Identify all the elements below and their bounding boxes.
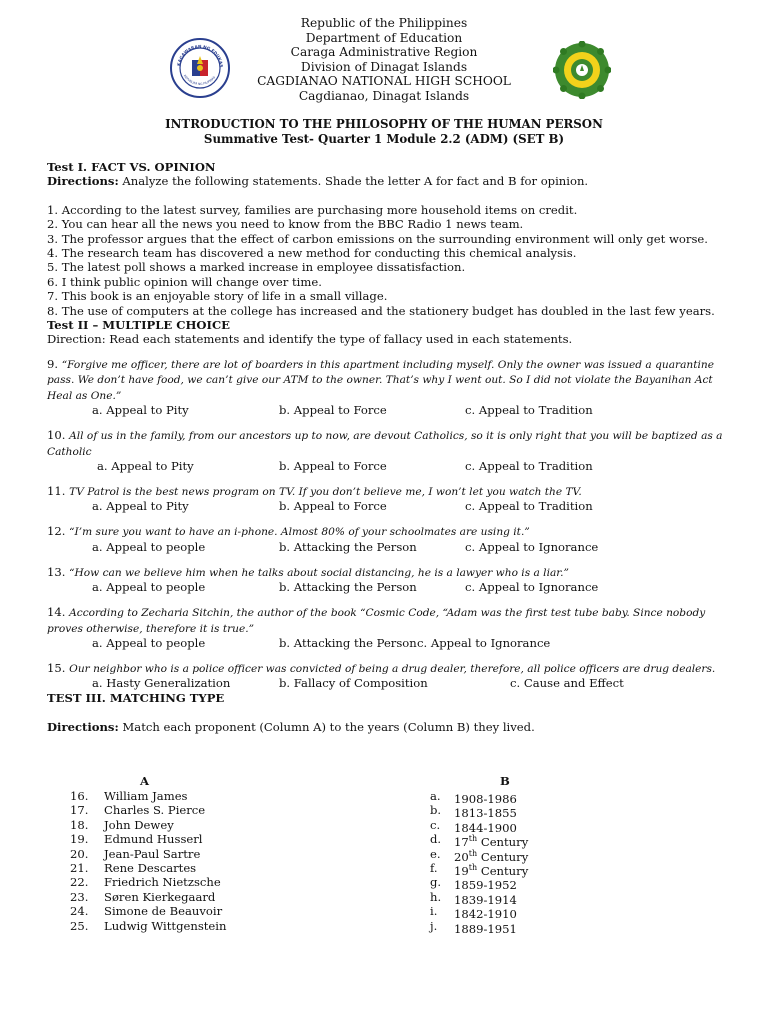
header-line: Caraga Administrative Region (290, 45, 478, 59)
header-line: Division of Dinagat Islands (300, 59, 468, 74)
matching-table (0, 789, 768, 936)
matching-row (0, 832, 768, 850)
option-b: b. Attacking the Person (279, 635, 417, 650)
answer-letter: e. (430, 846, 441, 861)
directions-text: Match each proponent (Column A) to the years (Column B) they lived. (118, 719, 535, 734)
proponent-name: Friedrich Nietzsche (104, 875, 221, 890)
test2-heading: Test II – MULTIPLE CHOICE (47, 318, 231, 333)
proponent-number: 17. (70, 803, 89, 818)
test1-item: 5. The latest poll shows a marked increase in employee dissatisfaction. (47, 260, 466, 275)
answer-value-main: 1813-1855 (454, 806, 517, 821)
question-10 (47, 428, 727, 459)
question-text: “I’m sure you want to have an i-phone. Almost 80% of your schoolmates are using it.” (69, 526, 530, 539)
matching-row (0, 875, 768, 893)
proponent-number: 18. (70, 817, 89, 832)
header-line: Republic of the Philippines (300, 16, 468, 30)
test1-item: 1. According to the latest survey, families are purchasing more household items on credit. (47, 202, 578, 217)
document-title: INTRODUCTION TO THE PHILOSOPHY OF THE HUMAN PERSON (165, 117, 603, 131)
answer-value-main: 1842-1910 (454, 906, 517, 921)
test3-heading: TEST III. MATCHING TYPE (47, 691, 225, 706)
question-text: “Forgive me officer, there are lot of boarders in this apartment including myself. Only the owner was issued a quarantine pass. We don’t have food, we can’t give our ATM to the owner. That’s why I went out. So I did not violate the Bayanihan Act Heal as One.” (47, 358, 714, 402)
option-c: c. Appeal to Tradition (465, 458, 593, 473)
header-line: Department of Education (305, 30, 463, 45)
option-c: c. Appeal to Tradition (465, 499, 593, 514)
question-12 (47, 524, 727, 539)
question-number: 14. (47, 605, 66, 620)
svg-text:KAGAWARAN NG EDUKASYON: KAGAWARAN NG EDUKAS (176, 43, 225, 68)
proponent-name: Jean-Paul Sartre (104, 846, 201, 861)
answer-letter: a. (430, 789, 441, 803)
option-c: c. Cause and Effect (510, 676, 624, 691)
proponent-number: 20. (70, 846, 89, 861)
question-number: 11. (47, 483, 66, 498)
question-number: 9. (47, 356, 59, 371)
proponent-number: 23. (70, 889, 89, 904)
question-13 (47, 565, 727, 580)
test-content (47, 160, 727, 734)
option-a: a. Appeal to Pity (92, 403, 189, 418)
matching-row (0, 904, 768, 921)
proponent-name: Charles S. Pierce (104, 803, 206, 818)
option-a: a. Appeal to people (92, 539, 206, 554)
question-options (47, 636, 727, 651)
answer-value-main: 1839-1914 (454, 892, 517, 907)
document-subtitle: Summative Test- Quarter 1 Module 2.2 (ADM) (SET B) (203, 132, 565, 146)
matching-row (0, 860, 768, 878)
question-options (47, 540, 727, 555)
column-a-heading: A (140, 774, 149, 788)
option-b: b. Fallacy of Composition (279, 676, 428, 691)
answer-letter: c. (430, 817, 441, 832)
answer-letter: i. (430, 904, 438, 919)
option-b: b. Appeal to Force (279, 458, 387, 473)
proponent-number: 21. (70, 860, 89, 875)
answer-value-unit: Century (477, 863, 529, 878)
question-text: All of us in the family, from our ancestors up to now, are devout Catholics, so it is only right that you will be baptized as a Catholic (47, 430, 723, 458)
answer-value-suffix: th (468, 834, 478, 844)
test1-item: 7. This book is an enjoyable story of life in a small village. (47, 289, 388, 304)
question-11 (47, 484, 727, 499)
test1-directions (47, 174, 727, 188)
answer-letter: f. (430, 860, 438, 875)
test2-directions: Direction: Read each statements and identify the type of fallacy used in each statements. (47, 332, 573, 347)
question-number: 15. (47, 660, 66, 675)
option-b: b. Appeal to Force (279, 499, 387, 514)
question-options (47, 676, 727, 691)
proponent-number: 24. (70, 904, 89, 919)
answer-value-unit: Century (477, 835, 529, 850)
answer-letter: g. (430, 875, 442, 890)
proponent-name: Ludwig Wittgenstein (104, 918, 227, 933)
question-9 (47, 357, 727, 403)
question-number: 12. (47, 524, 66, 539)
directions-text: Analyze the following statements. Shade the letter A for fact and B for opinion. (118, 174, 589, 189)
option-c: c. Appeal to Ignorance (465, 580, 599, 595)
proponent-name: William James (104, 789, 188, 803)
header-line: CAGDIANAO NATIONAL HIGH SCHOOL (257, 74, 511, 88)
matching-row (0, 817, 768, 835)
option-c: c. Appeal to Tradition (465, 403, 593, 418)
question-options (47, 580, 727, 595)
proponent-name: Søren Kierkegaard (104, 889, 216, 904)
option-b: b. Appeal to Force (279, 403, 387, 418)
matching-row (0, 789, 768, 806)
question-options (47, 499, 727, 514)
question-text: According to Zecharia Sitchin, the author of the book “Cosmic Code, “Adam was the first test tube baby. Since nobody proves otherwise, therefore it is true.” (47, 607, 706, 635)
proponent-number: 25. (70, 918, 89, 933)
answer-value-main: 17 (454, 835, 469, 850)
option-a: a. Appeal to people (92, 635, 206, 650)
directions-label: Directions: (47, 174, 119, 189)
question-text: Our neighbor who is a police officer was convicted of being a drug dealer, therefore, all police officers are drug dealers. (69, 662, 716, 675)
option-c: c. Appeal to Ignorance (417, 635, 551, 650)
answer-value-main: 1889-1951 (454, 921, 517, 936)
proponent-name: Edmund Husserl (104, 832, 203, 847)
option-a: a. Appeal to people (92, 580, 206, 595)
test1-item: 3. The professor argues that the effect of carbon emissions on the surrounding environment will only get worse. (47, 231, 708, 246)
option-b: b. Attacking the Person (279, 580, 417, 595)
test1-item: 2. You can hear all the news you need to know from the BBC Radio 1 news team. (47, 217, 524, 232)
test1-item: 8. The use of computers at the college has increased and the stationery budget has doubled in the last few years. (47, 303, 715, 318)
question-number: 13. (47, 564, 66, 579)
test1-item: 6. I think public opinion will change over time. (47, 274, 322, 289)
answer-value-main: 20 (454, 849, 469, 864)
option-c: c. Appeal to Ignorance (465, 539, 599, 554)
answer-letter: d. (430, 832, 442, 847)
matching-row (0, 918, 768, 936)
answer-letter: j. (430, 918, 438, 933)
column-b-heading: B (500, 774, 510, 788)
matching-row (0, 846, 768, 864)
header-line: Cagdianao, Dinagat Islands (298, 88, 470, 103)
school-header (0, 16, 768, 103)
proponent-name: Simone de Beauvoir (104, 904, 223, 919)
proponent-number: 19. (70, 832, 89, 847)
proponent-name: Rene Descartes (104, 860, 197, 875)
proponent-number: 22. (70, 875, 89, 890)
question-number: 10. (47, 428, 66, 443)
question-15 (47, 661, 727, 676)
test-titles (0, 117, 768, 147)
test1-item: 4. The research team has discovered a new method for conducting this chemical analysis. (47, 246, 577, 261)
question-options (47, 459, 727, 474)
question-text: “How can we believe him when he talks about social distancing, he is a lawyer who is a liar.” (69, 566, 569, 579)
proponent-number: 16. (70, 789, 89, 803)
option-b: b. Attacking the Person (279, 539, 417, 554)
answer-letter: h. (430, 889, 442, 904)
option-a: a. Hasty Generalization (92, 676, 231, 691)
question-options (47, 403, 727, 418)
matching-row (0, 889, 768, 907)
option-a: a. Appeal to Pity (92, 499, 189, 514)
directions-label: Directions: (47, 719, 119, 734)
option-a: a. Appeal to Pity (97, 458, 194, 473)
answer-value-suffix: th (468, 848, 478, 858)
answer-value-main: 1859-1952 (454, 878, 517, 893)
test3-directions (47, 720, 727, 734)
question-14 (47, 605, 727, 636)
svg-text:REPUBLIKA NG PILIPINAS: REPUBLIKA NG PILIPINAS (182, 73, 217, 86)
answer-value-main: 19 (454, 863, 469, 878)
answer-value-main: 1844-1900 (454, 820, 517, 835)
answer-value (454, 919, 517, 936)
proponent-name: John Dewey (104, 817, 174, 832)
question-text: TV Patrol is the best news program on TV. If you don’t believe me, I won’t let you watch the TV. (69, 485, 582, 498)
answer-value-main: 1908-1986 (454, 791, 517, 806)
answer-value-unit: Century (477, 849, 529, 864)
answer-letter: b. (430, 803, 442, 818)
test1-heading: Test I. FACT VS. OPINION (47, 160, 216, 174)
answer-value-suffix: th (468, 862, 478, 872)
matching-row (0, 803, 768, 821)
